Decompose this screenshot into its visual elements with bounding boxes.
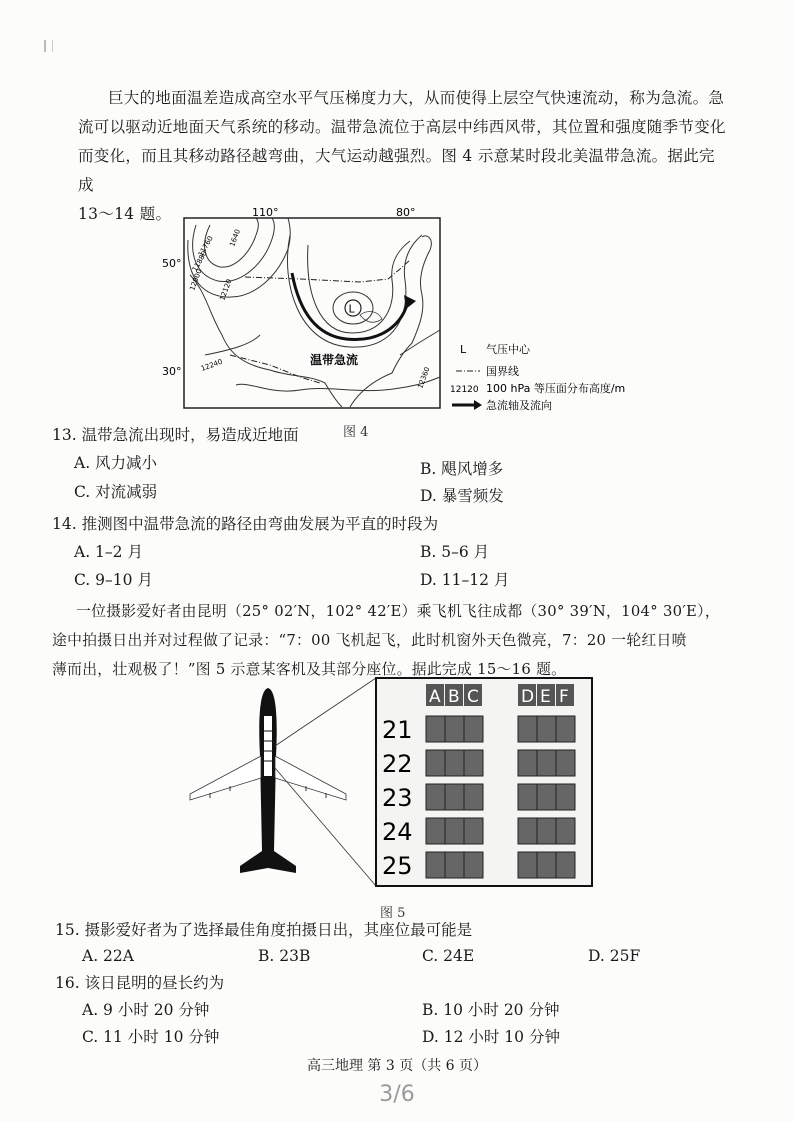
q16-option-d[interactable]: D. 12 小时 10 分钟 [422,1028,560,1046]
passage-line-text: 而变化，而且其移动路径越弯曲，大气运动越强烈。图 4 示意某时段北美温带急流。据此完成 [78,147,715,194]
q15-option-c[interactable]: C. 24E [422,947,475,965]
q14-option-a[interactable]: A. 1–2 月 [74,543,143,561]
map-frame [184,218,440,408]
question-16-stem: 16. 该日昆明的昼长约为 [55,974,225,992]
figure-4-caption: 图 4 [343,425,369,440]
isoline-label: 1640 [228,228,242,248]
q15-option-a[interactable]: A. 22A [82,947,134,965]
col-header-c: C [467,687,479,707]
q13-option-b[interactable]: B. 飓风增多 [420,460,504,478]
row-label-25: 25 [382,852,413,880]
q15-option-d[interactable]: D. 25F [588,947,641,965]
legend-isoline-sample: 12120 [450,385,479,395]
q15-option-b[interactable]: B. 23B [258,947,311,965]
isoline-trough [308,241,410,333]
seat-row-21 [382,716,575,744]
seat-row-22 [382,750,575,778]
isoline-label: 11760 [196,234,215,258]
national-border-south [230,355,320,383]
col-header-d: D [521,687,535,707]
passage-line [52,626,752,655]
passage-line [52,597,752,626]
page-footer: 高三地理 第 3 页（共 6 页） [306,1058,488,1074]
passage-line [78,84,728,113]
isoline-label: 12240 [199,357,224,373]
figure-5-caption: 图 5 [380,906,406,921]
col-header-b: B [448,687,460,707]
legend-jet-label: 急流轴及流向 [486,399,552,412]
q16-option-b[interactable]: B. 10 小时 20 分钟 [422,1001,560,1019]
passage-15-16 [52,597,752,684]
row-label-21: 21 [382,716,413,744]
question-14-stem: 14. 推测图中温带急流的路径由弯曲发展为平直的时段为 [52,515,439,533]
seat-row-23 [382,784,575,812]
low-center-symbol: L [348,302,355,316]
q13-option-a[interactable]: A. 风力减小 [74,454,158,472]
row-label-22: 22 [382,750,413,778]
right-column-headers [518,684,574,707]
passage-line-text: 流可以驱动近地面天气系统的移动。温带急流位于高层中纬西风带，其位置和强度随季节变化 [78,118,726,136]
q16-option-c[interactable]: C. 11 小时 10 分钟 [82,1028,220,1046]
zoom-line [275,678,376,746]
row-label-24: 24 [382,818,413,846]
figure-5-aircraft-seats [180,676,600,896]
figure-4-map [160,205,626,415]
q13-option-c[interactable]: C. 对流减弱 [74,483,158,501]
passage-line-text: 巨大的地面温差造成高空水平气压梯度力大，从而使得上层空气快速流动，称为急流。急 [108,89,725,107]
legend-isoline-label: 100 hPa 等压面分布高度/m [486,382,626,395]
jet-arrow-head [404,295,416,309]
q13-option-d[interactable]: D. 暴雪频发 [420,487,504,505]
passage-line [78,142,728,200]
col-header-f: F [559,687,569,707]
question-15-stem: 15. 摄影爱好者为了选择最佳角度拍摄日出，其座位最可能是 [55,921,473,939]
question-13-stem: 13. 温带急流出现时，易造成近地面 [52,426,299,444]
passage-line-text: 薄而出，壮观极了！”图 5 示意某客机及其部分座位。据此完成 15～16 题。 [52,661,567,678]
seat-row-25 [382,852,575,880]
passage-line-text: 13～14 题。 [78,205,172,223]
lon-label-80: 80° [396,206,416,219]
row-label-23: 23 [382,784,413,812]
isoline-label: 12120 [218,278,234,302]
scan-corner-mark [44,40,53,52]
viewer-page-indicator: 3/6 [379,1082,415,1107]
col-header-e: E [540,687,551,707]
legend-low-symbol: L [460,343,467,356]
isoline-label: 12000 [188,268,204,292]
legend-border-label: 国界线 [486,365,519,378]
q14-option-d[interactable]: D. 11–12 月 [420,571,510,589]
seat-row-24 [382,818,575,846]
left-column-headers [426,684,482,707]
passage-line-text: 途中拍摄日出并对过程做了记录：“7：00 飞机起飞，此时机窗外天色微亮，7：20 一轮红日喷 [52,632,687,649]
q14-option-c[interactable]: C. 9–10 月 [74,571,153,589]
lat-label-30: 30° [162,365,182,378]
passage-line [78,113,728,142]
passage-line-text: 一位摄影爱好者由昆明（25° 02′N，102° 42′E）乘飞机飞往成都（30° 39′N，104° 30′E）， [76,603,720,620]
legend-low-label: 气压中心 [486,343,530,356]
isoline [236,377,440,391]
lon-label-110: 110° [252,206,279,219]
isoline-label: 11880 [190,249,209,273]
col-header-a: A [429,687,441,707]
lat-label-50: 50° [162,257,182,270]
jet-label: 温带急流 [310,353,359,367]
aircraft-silhouette [190,688,346,873]
legend-jet-arrow [474,400,482,410]
great-lakes [360,312,382,323]
q16-option-a[interactable]: A. 9 小时 20 分钟 [82,1001,210,1019]
isoline-label: 12360 [416,366,432,390]
q14-option-b[interactable]: B. 5–6 月 [420,543,490,561]
